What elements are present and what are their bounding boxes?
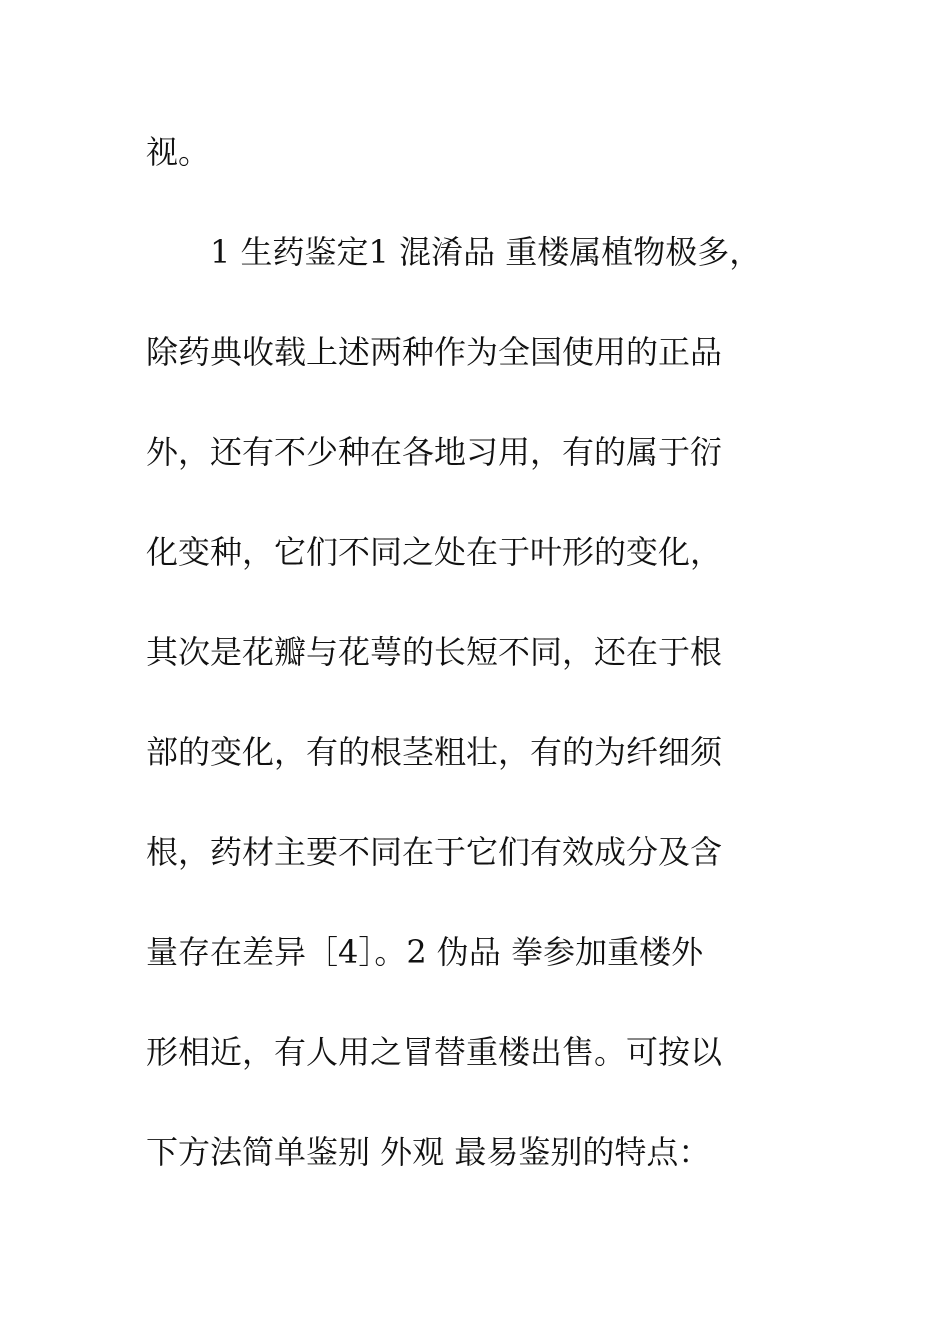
text-line: 其次是花瓣与花萼的长短不同，还在于根 bbox=[146, 633, 723, 671]
text-line: 外，还有不少种在各地习用，有的属于衍 bbox=[146, 433, 723, 471]
text-line: 形相近，有人用之冒替重楼出售。可按以 bbox=[146, 1033, 723, 1071]
text-line: 化变种，它们不同之处在于叶形的变化， bbox=[146, 533, 723, 571]
text-line: 量存在差异［4］。2 伪品 拳参加重楼外 bbox=[146, 933, 704, 971]
text-line: 视。 bbox=[146, 133, 211, 171]
paragraph-start-line: 1 生药鉴定1 混淆品 重楼属植物极多， bbox=[210, 233, 762, 271]
text-line: 根，药材主要不同在于它们有效成分及含 bbox=[146, 833, 723, 871]
text-line: 除药典收载上述两种作为全国使用的正品 bbox=[146, 333, 723, 371]
text-line: 部的变化，有的根茎粗壮，有的为纤细须 bbox=[146, 733, 723, 771]
text-line: 下方法简单鉴别 外观 最易鉴别的特点： bbox=[146, 1133, 711, 1171]
